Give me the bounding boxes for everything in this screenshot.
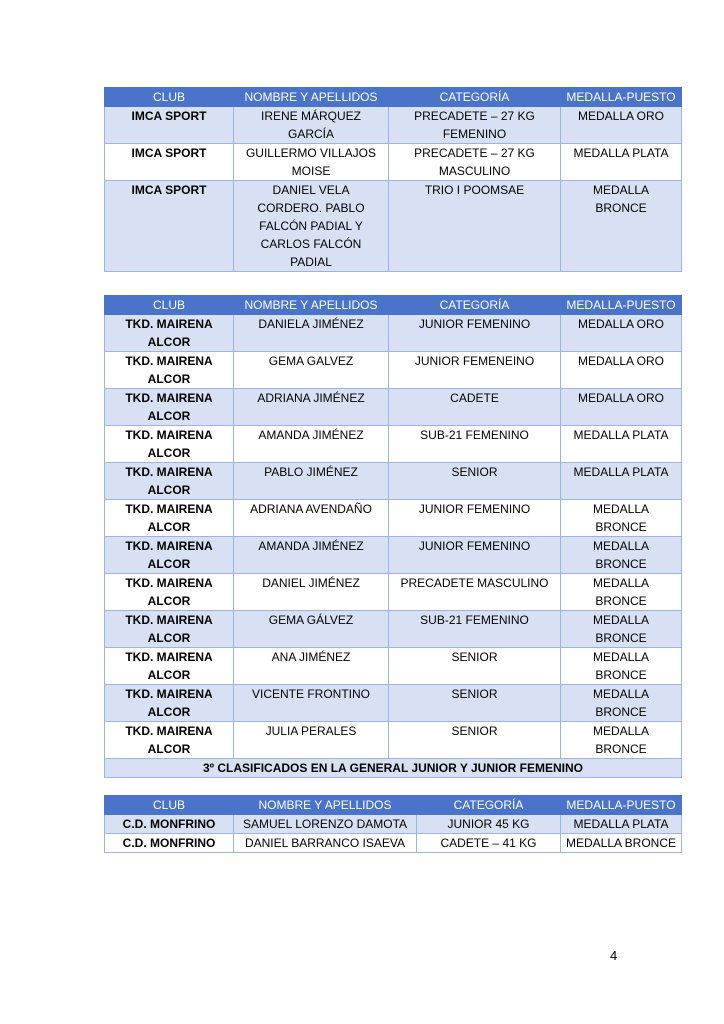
results-table-imca-sport	[104, 87, 682, 272]
medalla-cell: MEDALLA BRONCE	[561, 685, 682, 722]
nombre-cell: ADRIANA JIMÉNEZ	[234, 389, 389, 426]
categoria-cell: CADETE – 41 KG	[417, 834, 561, 853]
header-medalla: MEDALLA-PUESTO	[561, 796, 682, 815]
table-row	[105, 144, 682, 181]
header-nombre: NOMBRE Y APELLIDOS	[234, 88, 389, 107]
medalla-cell: MEDALLA ORO	[561, 107, 682, 144]
medalla-cell: MEDALLA ORO	[561, 315, 682, 352]
header-nombre: NOMBRE Y APELLIDOS	[234, 296, 389, 315]
nombre-cell: AMANDA JIMÉNEZ	[234, 426, 389, 463]
categoria-cell: JUNIOR 45 KG	[417, 815, 561, 834]
table-row	[105, 181, 682, 272]
nombre-cell: DANIELA JIMÉNEZ	[234, 315, 389, 352]
medalla-cell: MEDALLA BRONCE	[561, 611, 682, 648]
categoria-cell: PRECADETE – 27 KG MASCULINO	[389, 144, 561, 181]
club-cell: TKD. MAIRENA ALCOR	[105, 574, 234, 611]
header-categoria: CATEGORÍA	[389, 296, 561, 315]
footer-note: 3º CLASIFICADOS EN LA GENERAL JUNIOR Y JUNIOR FEMENINO	[105, 759, 682, 778]
table-header-row	[105, 796, 682, 815]
club-cell: TKD. MAIRENA ALCOR	[105, 352, 234, 389]
table-row	[105, 834, 682, 853]
categoria-cell: JUNIOR FEMENEINO	[389, 352, 561, 389]
header-club: CLUB	[105, 296, 234, 315]
categoria-cell: PRECADETE MASCULINO	[389, 574, 561, 611]
club-cell: TKD. MAIRENA ALCOR	[105, 537, 234, 574]
club-cell: C.D. MONFRINO	[105, 815, 234, 834]
medalla-cell: MEDALLA BRONCE	[561, 648, 682, 685]
medalla-cell: MEDALLA PLATA	[561, 463, 682, 500]
categoria-cell: SENIOR	[389, 685, 561, 722]
table-row	[105, 389, 682, 426]
nombre-cell: AMANDA JIMÉNEZ	[234, 537, 389, 574]
table-row	[105, 537, 682, 574]
nombre-cell: GUILLERMO VILLAJOS MOISE	[234, 144, 389, 181]
categoria-cell: CADETE	[389, 389, 561, 426]
table-row	[105, 815, 682, 834]
table-row	[105, 722, 682, 759]
medalla-cell: MEDALLA BRONCE	[561, 574, 682, 611]
header-medalla: MEDALLA-PUESTO	[561, 88, 682, 107]
table-row	[105, 500, 682, 537]
nombre-cell: ADRIANA AVENDAÑO	[234, 500, 389, 537]
nombre-cell: DANIEL JIMÉNEZ	[234, 574, 389, 611]
nombre-cell: GEMA GÁLVEZ	[234, 611, 389, 648]
nombre-cell: DANIEL BARRANCO ISAEVA	[234, 834, 417, 853]
table-row	[105, 574, 682, 611]
page-number: 4	[610, 948, 618, 963]
medalla-cell: MEDALLA PLATA	[561, 426, 682, 463]
club-cell: TKD. MAIRENA ALCOR	[105, 648, 234, 685]
medalla-cell: MEDALLA BRONCE	[561, 537, 682, 574]
header-medalla: MEDALLA-PUESTO	[561, 296, 682, 315]
table-footer-row	[105, 759, 682, 778]
club-cell: IMCA SPORT	[105, 144, 234, 181]
medalla-cell: MEDALLA PLATA	[561, 144, 682, 181]
table-header-row	[105, 296, 682, 315]
medalla-cell: MEDALLA ORO	[561, 352, 682, 389]
club-cell: TKD. MAIRENA ALCOR	[105, 500, 234, 537]
nombre-cell: DANIEL VELA CORDERO. PABLO FALCÓN PADIAL Y CARLOS FALCÓN PADIAL	[234, 181, 389, 272]
categoria-cell: SENIOR	[389, 722, 561, 759]
club-cell: IMCA SPORT	[105, 107, 234, 144]
medalla-cell: MEDALLA BRONCE	[561, 834, 682, 853]
results-table-tkd-mairena	[104, 295, 682, 778]
nombre-cell: IRENE MÁRQUEZ GARCÍA	[234, 107, 389, 144]
medalla-cell: MEDALLA BRONCE	[561, 500, 682, 537]
header-club: CLUB	[105, 796, 234, 815]
medalla-cell: MEDALLA BRONCE	[561, 181, 682, 272]
medalla-cell: MEDALLA BRONCE	[561, 722, 682, 759]
categoria-cell: SENIOR	[389, 463, 561, 500]
nombre-cell: ANA JIMÉNEZ	[234, 648, 389, 685]
header-categoria: CATEGORÍA	[389, 88, 561, 107]
table-row	[105, 352, 682, 389]
table-row	[105, 426, 682, 463]
table-row	[105, 315, 682, 352]
table-row	[105, 648, 682, 685]
table-row	[105, 611, 682, 648]
nombre-cell: GEMA GALVEZ	[234, 352, 389, 389]
club-cell: TKD. MAIRENA ALCOR	[105, 685, 234, 722]
table-row	[105, 685, 682, 722]
categoria-cell: TRIO I POOMSAE	[389, 181, 561, 272]
results-table-cd-monfrino	[104, 795, 682, 853]
categoria-cell: SUB-21 FEMENINO	[389, 611, 561, 648]
categoria-cell: PRECADETE – 27 KG FEMENINO	[389, 107, 561, 144]
club-cell: TKD. MAIRENA ALCOR	[105, 463, 234, 500]
nombre-cell: PABLO JIMÉNEZ	[234, 463, 389, 500]
nombre-cell: JULIA PERALES	[234, 722, 389, 759]
club-cell: TKD. MAIRENA ALCOR	[105, 389, 234, 426]
categoria-cell: JUNIOR FEMENINO	[389, 500, 561, 537]
club-cell: IMCA SPORT	[105, 181, 234, 272]
club-cell: TKD. MAIRENA ALCOR	[105, 426, 234, 463]
club-cell: C.D. MONFRINO	[105, 834, 234, 853]
table-row	[105, 107, 682, 144]
header-categoria: CATEGORÍA	[417, 796, 561, 815]
categoria-cell: JUNIOR FEMENINO	[389, 537, 561, 574]
categoria-cell: SENIOR	[389, 648, 561, 685]
medalla-cell: MEDALLA ORO	[561, 389, 682, 426]
medalla-cell: MEDALLA PLATA	[561, 815, 682, 834]
club-cell: TKD. MAIRENA ALCOR	[105, 315, 234, 352]
nombre-cell: SAMUEL LORENZO DAMOTA	[234, 815, 417, 834]
header-nombre: NOMBRE Y APELLIDOS	[234, 796, 417, 815]
categoria-cell: SUB-21 FEMENINO	[389, 426, 561, 463]
club-cell: TKD. MAIRENA ALCOR	[105, 611, 234, 648]
table-header-row	[105, 88, 682, 107]
categoria-cell: JUNIOR FEMENINO	[389, 315, 561, 352]
header-club: CLUB	[105, 88, 234, 107]
club-cell: TKD. MAIRENA ALCOR	[105, 722, 234, 759]
nombre-cell: VICENTE FRONTINO	[234, 685, 389, 722]
table-row	[105, 463, 682, 500]
